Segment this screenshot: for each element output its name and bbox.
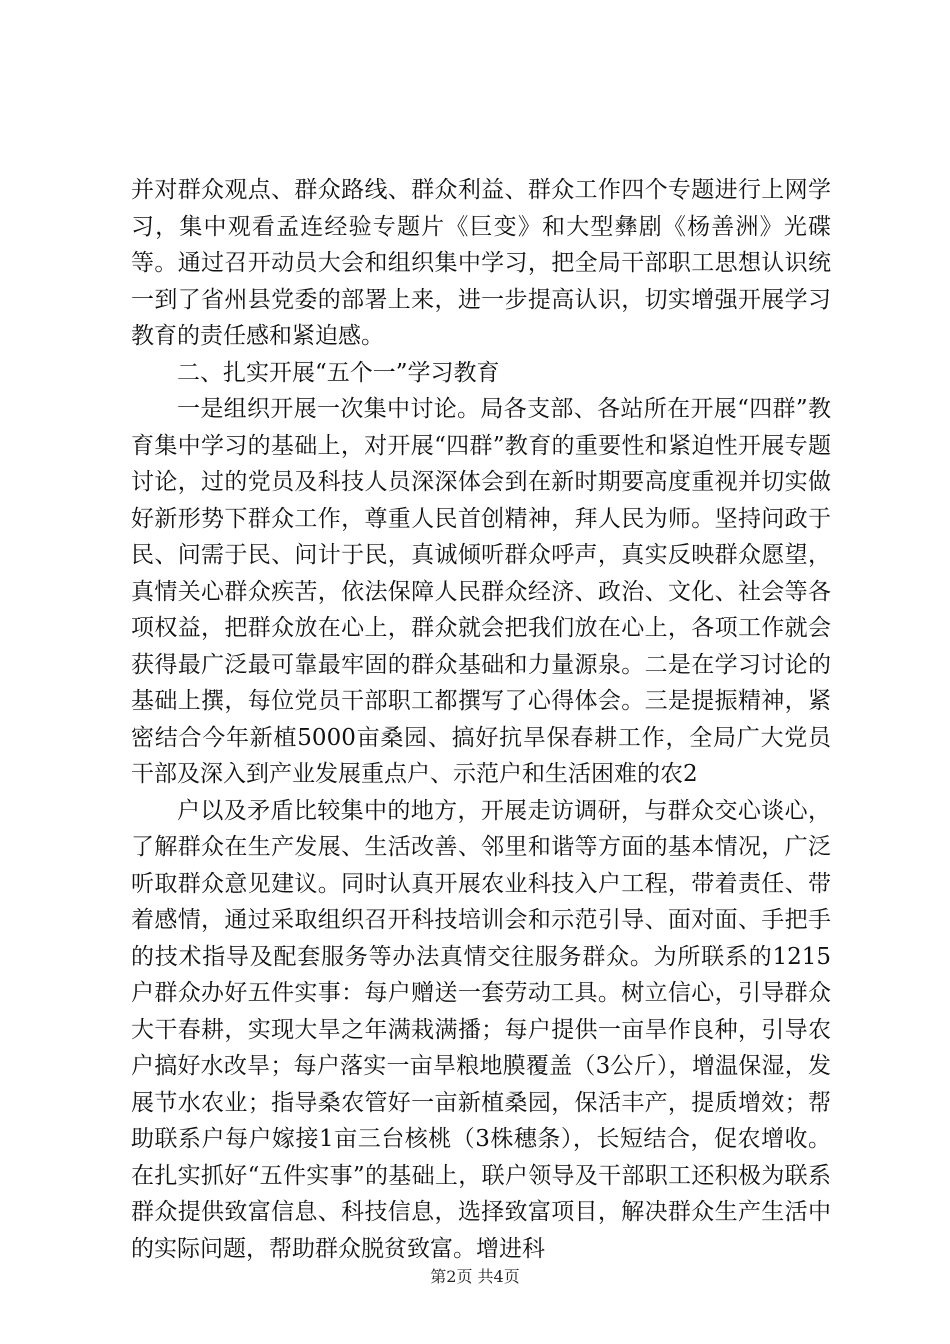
- page-footer: 第2页 共4页: [430, 1267, 520, 1286]
- section-heading: 二、扎实开展“五个一”学习教育: [177, 359, 500, 386]
- paragraph-continuation: 并对群众观点、群众路线、群众利益、群众工作四个专题进行上网学习，集中观看孟连经验专题片《巨变》和大型彝剧《杨善洲》光碟等。通过召开动员大会和组织集中学习，把全局干部职工思想认识统一到了省州县党委的部署上来，进一步提高认识，切实增强开展学习教育的责任感和紧迫感。: [131, 177, 831, 349]
- document-body: [131, 172, 831, 1267]
- paragraph-visits: 户以及矛盾比较集中的地方，开展走访调研，与群众交心谈心，了解群众在生产发展、生活改善、邻里和谐等方面的基本情况，广泛听取群众意见建议。同时认真开展农业科技入户工程，带着责任、带着感情，通过采取组织召开科技培训会和示范引导、面对面、手把手的技术指导及配套服务等办法真情交往服务群众。为所联系的1215户群众办好五件实事：每户赠送一套劳动工具。树立信心，引导群众大干春耕，实现大旱之年满栽满播；每户提供一亩旱作良种，引导农户搞好水改旱；每户落实一亩旱粮地膜覆盖（3公斤），增温保湿，发展节水农业；指导桑农管好一亩新植桑园，保活丰产，提质增效；帮助联系户每户嫁接1亩三台核桃（3株穗条），长短结合，促农增收。在扎实抓好“五件实事”的基础上，联户领导及干部职工还积极为联系群众提供致富信息、科技信息，选择致富项目，解决群众生产生活中的实际问题，帮助群众脱贫致富。增进科: [131, 797, 831, 1262]
- paragraph-discussion: 一是组织开展一次集中讨论。局各支部、各站所在开展“四群”教育集中学习的基础上，对开展“四群”教育的重要性和紧迫性开展专题讨论，过的党员及科技人员深深体会到在新时期要高度重视并切实做好新形势下群众工作，尊重人民首创精神，拜人民为师。坚持问政于民、问需于民、问计于民，真诚倾听群众呼声，真实反映群众愿望，真情关心群众疾苦，依法保障人民群众经济、政治、文化、社会等各项权益，把群众放在心上，群众就会把我们放在心上，各项工作就会获得最广泛最可靠最牢固的群众基础和力量源泉。二是在学习讨论的基础上撰，每位党员干部职工都撰写了心得体会。三是提振精神，紧密结合今年新植5000亩桑园、搞好抗旱保春耕工作，全局广大党员干部及深入到产业发展重点户、示范户和生活困难的农2: [131, 396, 831, 787]
